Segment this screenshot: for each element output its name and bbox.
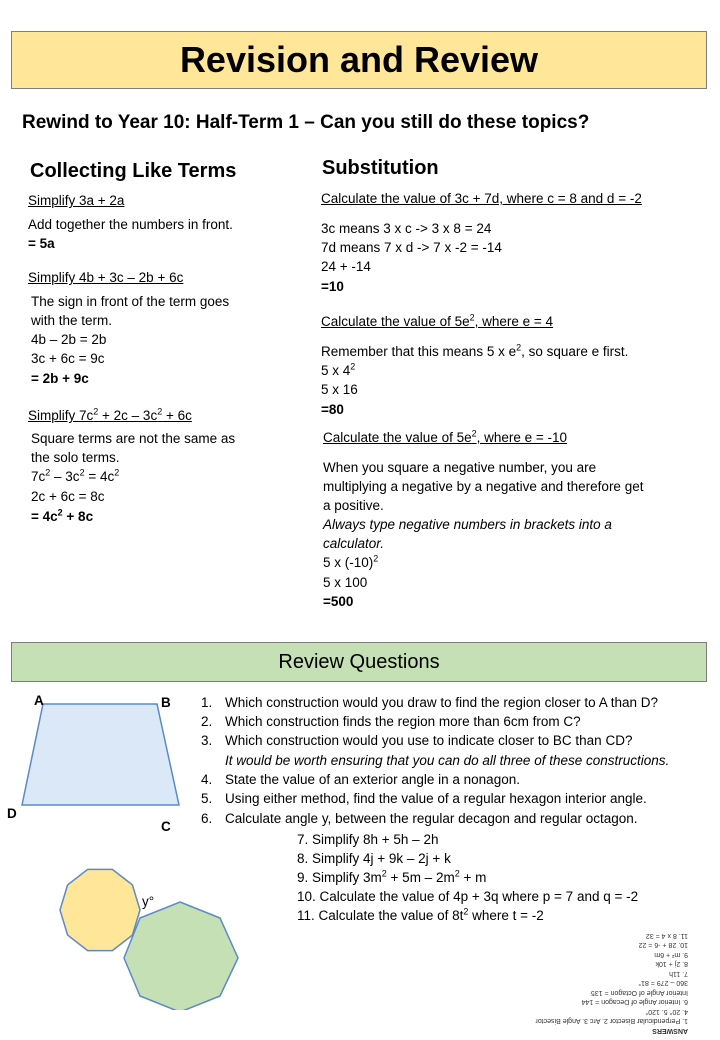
question-11: 11. Calculate the value of $8t^2$ where t = -2: [297, 906, 544, 923]
sub-ex1-line3: 24 + -14: [321, 259, 371, 274]
answers-block: [488, 925, 688, 1035]
question-text: Which construction would you draw to find the region closer to A than D?: [225, 695, 658, 710]
octagon-shape: [124, 902, 238, 1010]
trapezium-shape: [22, 704, 179, 805]
answer-line: 8. 2j + 10k: [655, 960, 688, 968]
sub-ex1-line2: 7d means 7 x d -> 7 x -2 = -14: [321, 240, 502, 255]
clt-ex2-line2: with the term.: [31, 313, 113, 328]
question-number: 5.: [201, 791, 213, 806]
answer-line: 10. 28 + -6 = 22: [638, 941, 688, 949]
question-text: State the value of an exterior angle in a nonagon.: [225, 772, 520, 787]
sub-ex3-answer: =500: [323, 594, 354, 609]
answer-line: 4. 20° 5. 120°: [645, 1008, 688, 1015]
clt-ex1-line: Add together the numbers in front.: [28, 217, 233, 232]
answer-line: 7. 11h: [669, 970, 688, 977]
question-text: Which construction would you use to indicate closer to BC than CD?: [225, 733, 633, 748]
subtitle: Rewind to Year 10: Half-Term 1 – Can you still do these topics?: [22, 112, 590, 133]
clt-ex3-question: Simplify $7c^2 + 2c - 3c^2 + 6c$: [28, 406, 192, 423]
question-text: It would be worth ensuring that you can do all three of these constructions.: [225, 753, 670, 768]
clt-ex1-answer: = 5a: [28, 236, 55, 251]
vertex-label-d: D: [7, 806, 17, 821]
vertex-label-c: C: [161, 819, 171, 834]
sub-ex3-line5: calculator.: [323, 536, 385, 551]
sub-ex3-question: Calculate the value of $5e^2$, where e = -10: [323, 428, 568, 445]
question-text: Using either method, find the value of a regular hexagon interior angle.: [225, 791, 647, 806]
sub-ex1-answer: =10: [321, 279, 344, 294]
page-title: Revision and Review: [179, 39, 539, 80]
sub-ex3-line2: multiplying a negative by a negative and therefore get: [323, 479, 644, 494]
sub-ex2-question: Calculate the value of $5e^2$, where e = 4: [321, 312, 554, 329]
question-7: 7. Simplify 8h + 5h – 2h: [297, 832, 439, 847]
substitution-heading: Substitution: [322, 157, 439, 179]
clt-ex3-line1: Square terms are not the same as: [31, 431, 236, 446]
clt-ex2-line4: 3c + 6c = 9c: [31, 351, 105, 366]
question-number: 6.: [201, 811, 213, 826]
answers-title: ANSWERS: [652, 1027, 688, 1034]
clt-ex3-answer: = $4c^2 + 8c$: [31, 507, 94, 524]
answer-line: 11. 8 x 4 = 32: [645, 932, 688, 939]
question-text: Which construction finds the region more than 6cm from C?: [225, 714, 581, 729]
question-number: 2.: [201, 714, 213, 729]
answer-line: 9. m² + 6m: [654, 951, 688, 958]
question-number: 4.: [201, 772, 213, 787]
clt-ex3-line4: 2c + 6c = 8c: [31, 489, 105, 504]
sub-ex2-line1: Remember that this means 5 x $e^2$, so square e first.: [321, 342, 629, 359]
clt-ex3-line2: the solo terms.: [31, 450, 120, 465]
clt-ex3-line3: $7c^2 - 3c^2 = 4c^2$: [31, 467, 120, 484]
clt-ex2-answer: = 2b + 9c: [31, 371, 89, 386]
sub-ex3-line7: 5 x 100: [323, 575, 368, 590]
sub-ex3-line3: a positive.: [323, 498, 384, 513]
answer-line: 6. Interior Angle of Decagon = 144: [581, 998, 688, 1006]
clt-heading: Collecting Like Terms: [30, 160, 237, 182]
angle-label-y: y°: [142, 894, 155, 909]
question-text: Calculate angle y, between the regular decagon and regular octagon.: [225, 811, 638, 826]
sub-ex1-line1: 3c means 3 x c -> 3 x 8 = 24: [321, 221, 492, 236]
sub-ex1-question: Calculate the value of 3c + 7d, where c = 8 and d = -2: [321, 191, 642, 206]
question-8: 8. Simplify 4j + 9k – 2j + k: [297, 851, 451, 866]
sub-ex3-line4: Always type negative numbers in brackets into a: [323, 517, 612, 532]
answer-line: Interior Angle of Octagon = 135: [590, 989, 688, 996]
title-banner: [11, 31, 707, 89]
polygons-diagram: [0, 840, 250, 1010]
clt-ex1-question: Simplify 3a + 2a: [28, 193, 125, 208]
answer-line: 1. Perpendicular Bisector 2. Arc 3. Angle Bisector: [535, 1017, 688, 1025]
answers-lines: [488, 931, 688, 1026]
sub-ex2-answer: =80: [321, 402, 344, 417]
question-number: 1.: [201, 695, 213, 710]
review-heading: Review Questions: [278, 650, 440, 673]
vertex-label-b: B: [161, 695, 171, 710]
clt-ex2-line1: The sign in front of the term goes: [31, 294, 230, 309]
clt-ex2-line3: 4b – 2b = 2b: [31, 332, 107, 347]
sub-ex2-line3: 5 x 16: [321, 382, 358, 397]
review-banner: [11, 642, 707, 682]
question-9: 9. Simplify $3m^2 + 5m - 2m^2 + m$: [297, 868, 487, 885]
decagon-shape: [60, 869, 140, 950]
answer-line: 360 – 279 = 81°: [638, 979, 688, 987]
sub-ex2-line2: 5 x $4^2$: [321, 361, 356, 378]
question-10: 10. Calculate the value of 4p + 3q where p = 7 and q = -2: [297, 889, 639, 904]
vertex-label-a: A: [34, 693, 44, 708]
question-number: 3.: [201, 733, 213, 748]
sub-ex3-line1: When you square a negative number, you are: [323, 460, 597, 475]
clt-ex2-question: Simplify 4b + 3c – 2b + 6c: [28, 270, 184, 285]
sub-ex3-line6: 5 x $(-10)^2$: [323, 553, 379, 570]
